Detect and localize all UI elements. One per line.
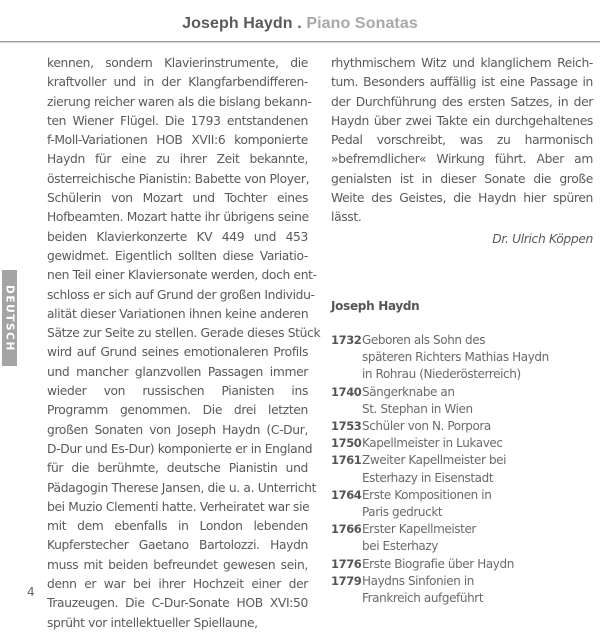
page-header <box>0 0 600 42</box>
timeline-year: 1740 <box>331 384 362 399</box>
text-line: Trauzeugen. Die C-Dur-Sonate HOB XVI:50 <box>47 596 308 611</box>
text-line: kennen, sondern Klavierinstrumente, die <box>47 56 308 70</box>
timeline-description <box>362 487 593 521</box>
timeline-entry <box>331 332 593 384</box>
text-line: rhythmischem Witz und klanglichem Reich- <box>331 56 593 70</box>
timeline-text-line: Kapellmeister in Lukavec <box>362 436 503 451</box>
timeline-year: 1766 <box>331 522 362 537</box>
text-line: für die berühmte, deutsche Pianistin und <box>47 461 308 476</box>
text-line: Sätze zur Seite zu stellen. Gerade dieses Stück <box>47 326 321 341</box>
timeline-description <box>362 573 593 607</box>
text-line: nen Teil einer Klaviersonate werden, doch ent- <box>47 268 317 283</box>
timeline-year: 1779 <box>331 573 362 588</box>
header-title <box>0 15 600 33</box>
timeline-text-line: Esterhazy in Eisenstadt <box>362 470 494 485</box>
text-line: Haydn für eine zu ihrer Zeit bekannte, <box>47 152 308 167</box>
header-separator: . <box>292 15 307 32</box>
text-line: ten Wiener Flügel. Die 1793 entstandenen <box>47 113 308 128</box>
biography-heading: Joseph Haydn <box>331 299 420 313</box>
timeline-text-line: Erster Kapellmeister <box>362 522 476 537</box>
text-line: denn er war bei ihrer Hochzeit einer der <box>47 577 308 592</box>
text-line: der Durchführung des ersten Satzes, in der <box>331 94 593 109</box>
text-line: sprüht vor intellektueller Spiellaune, <box>47 615 258 630</box>
timeline-text-line: Geboren als Sohn des <box>362 333 486 347</box>
text-line: muss mit beiden befreundet gewesen sein, <box>47 557 308 572</box>
timeline-text-line: Zweiter Kapellmeister bei <box>362 453 507 468</box>
timeline-entry <box>331 435 593 452</box>
text-line: großen Sonaten von Joseph Haydn (C-Dur, <box>47 422 308 437</box>
language-tab <box>2 270 17 366</box>
text-line: und mancher glanzvollen Passagen immer <box>47 364 308 379</box>
language-tab-label: DEUTSCH <box>3 284 16 352</box>
text-line: lässt. <box>331 210 362 225</box>
timeline-year: 1750 <box>331 436 362 451</box>
timeline-year: 1776 <box>331 556 362 571</box>
text-line: »befremdlicher« Wirkung führt. Aber am <box>331 152 593 167</box>
text-line: schloss er sich auf Grund der großen Individu- <box>47 287 315 302</box>
text-line: bei Muzio Clementi hatte. Verheiratet war sie <box>47 499 310 514</box>
timeline-description <box>362 556 593 573</box>
text-line: Programm genommen. Die drei letzten <box>47 403 308 418</box>
timeline-text-line: Paris gedruckt <box>362 505 443 520</box>
timeline-year: 1732 <box>331 333 362 347</box>
text-line: Kupferstecher Gaetano Bartolozzi. Haydn <box>47 538 308 553</box>
page-number: 4 <box>27 585 35 599</box>
biography-timeline <box>331 332 593 607</box>
text-line: f-Moll-Variationen HOB XVII:6 komponierte <box>47 133 308 148</box>
text-line: Weite des Geistes, die Haydn hier spüren <box>331 191 593 206</box>
timeline-description <box>362 452 593 486</box>
timeline-text-line: späteren Richters Mathias Haydn <box>362 350 549 365</box>
body-paragraph-continued <box>331 54 593 228</box>
timeline-description <box>362 521 593 555</box>
timeline-text-line: Erste Biografie über Haydn <box>362 556 514 571</box>
timeline-text-line: Haydns Sinfonien in <box>362 573 474 588</box>
timeline-year: 1761 <box>331 453 362 468</box>
timeline-entry <box>331 521 593 555</box>
text-line: gewidmet. Eigentlich sollten diese Variatio- <box>47 248 308 263</box>
timeline-entry <box>331 573 593 607</box>
text-line: alität dieser Variationen ihnen keine anderen <box>47 306 309 321</box>
timeline-entry <box>331 487 593 521</box>
timeline-text-line: Sängerknabe an <box>362 384 455 399</box>
text-line: Haydn über zwei Takte ein durchgehaltenes <box>331 113 593 128</box>
timeline-text-line: in Rohrau (Niederösterreich) <box>362 367 521 382</box>
text-line: mit dem ebenfalls in London lebenden <box>47 519 308 534</box>
text-line: tum. Besonders auffällig ist eine Passage in <box>331 75 593 90</box>
text-line: Hofbeamten. Mozart hatte ihr übrigens seine <box>47 210 309 225</box>
header-work-title: Piano Sonatas <box>306 15 418 32</box>
timeline-year: 1753 <box>331 419 362 434</box>
text-line: Pädagogin Therese Jansen, die u. a. Unterricht <box>47 480 317 495</box>
timeline-description <box>362 384 593 418</box>
timeline-entry <box>331 418 593 435</box>
right-column <box>331 54 593 249</box>
timeline-description <box>362 332 593 384</box>
text-line: kraftvoller und in der Klangfarbendifferen- <box>47 75 308 90</box>
text-line: zierung reicher waren als die bislang bekann- <box>47 94 312 109</box>
timeline-description <box>362 435 593 452</box>
timeline-entry <box>331 556 593 573</box>
timeline-text-line: St. Stephan in Wien <box>362 401 473 416</box>
author-signature: Dr. Ulrich Köppen <box>492 231 593 246</box>
timeline-text-line: Erste Kompositionen in <box>362 487 492 502</box>
body-paragraph <box>47 54 321 633</box>
timeline-text-line: bei Esterhazy <box>362 539 438 554</box>
timeline-entry <box>331 384 593 418</box>
text-line: Schülerin von Mozart und Tochter eines <box>47 191 308 206</box>
text-line: wird auf Grund seines emotionaleren Profils <box>47 345 308 360</box>
header-composer: Joseph Haydn <box>182 15 293 32</box>
timeline-text-line: Schüler von N. Porpora <box>362 419 491 434</box>
text-line: wieder von russischen Pianisten ins <box>47 384 308 399</box>
text-line: genialsten ist in dieser Sonate die große <box>331 171 593 186</box>
timeline-description <box>362 418 593 435</box>
timeline-text-line: Frankreich aufgeführt <box>362 591 484 606</box>
header-divider <box>0 41 600 42</box>
text-line: österreichische Pianistin: Babette von Ployer, <box>47 171 310 186</box>
timeline-entry <box>331 452 593 486</box>
left-column <box>47 54 321 633</box>
text-line: beiden Klavierkonzerte KV 449 und 453 <box>47 229 308 244</box>
timeline-year: 1764 <box>331 487 362 502</box>
text-line: Pedal vorschreibt, was zu harmonisch <box>331 133 593 148</box>
text-line: D-Dur und Es-Dur) komponierte er in England <box>47 441 313 456</box>
